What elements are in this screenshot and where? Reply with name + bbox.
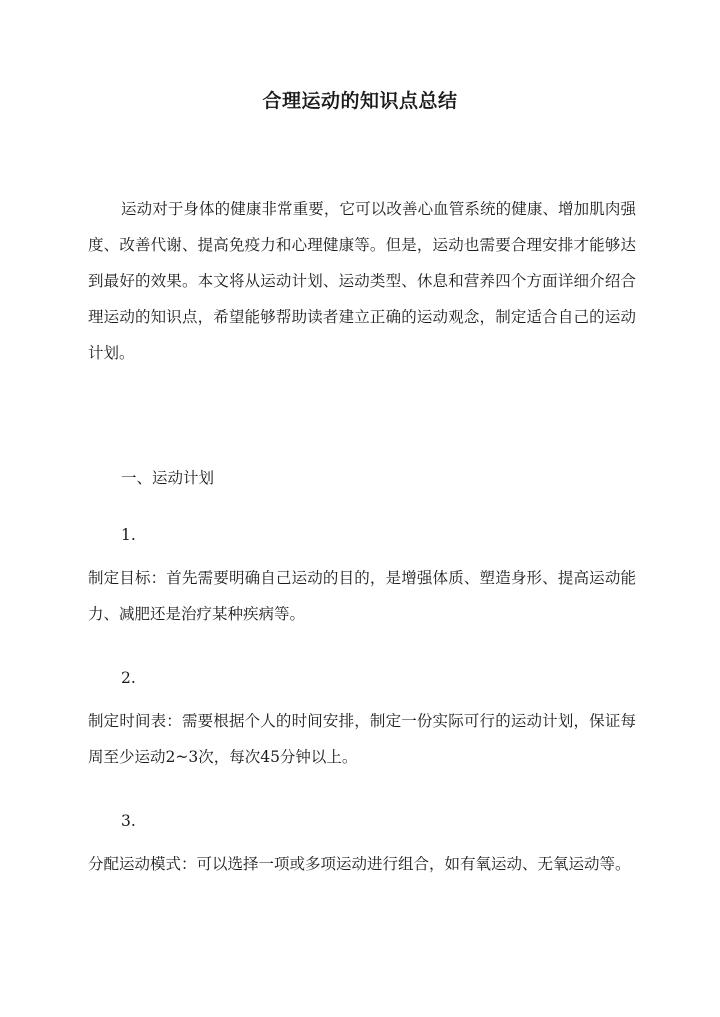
item-number-1: 1. [121, 526, 136, 544]
document-title: 合理运动的知识点总结 [262, 90, 458, 112]
intro-paragraph: 运动对于身体的健康非常重要，它可以改善心血管系统的健康、增加肌肉强度、改善代谢、提高免疫力和心理健康等。但是，运动也需要合理安排才能够达到最好的效果。本文将从运动计划、运动类型、休息和营养四个方面详细介绍合理运动的知识点，希望能够帮助读者建立正确的运动观念，制定适合自己的运动计划。 [88, 200, 636, 362]
item-text-3: 分配运动模式：可以选择一项或多项运动进行组合，如有氧运动、无氧运动等。 [88, 855, 631, 873]
item-number-3: 3. [121, 812, 136, 830]
section-heading-exercise-plan: 一、运动计划 [121, 469, 215, 487]
item-number-2: 2. [121, 669, 136, 687]
item-text-2: 制定时间表：需要根据个人的时间安排，制定一份实际可行的运动计划，保证每周至少运动2~3次，每次45分钟以上。 [88, 712, 636, 766]
item-text-1: 制定目标：首先需要明确自己运动的目的，是增强体质、塑造身形、提高运动能力、减肥还是治疗某种疾病等。 [88, 569, 636, 623]
